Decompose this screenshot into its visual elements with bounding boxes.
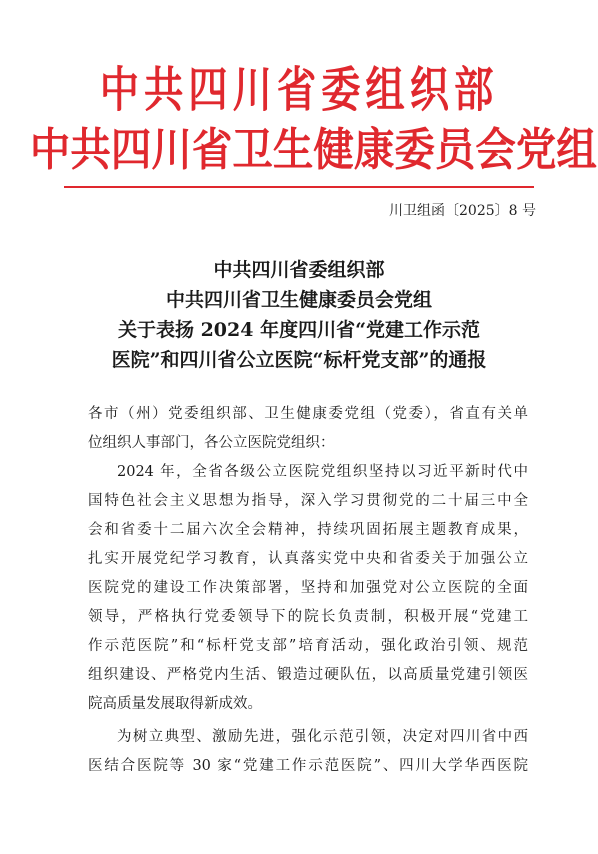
paragraph-line: 领导，严格执行党委领导下的院长负责制，积极开展“党建工 <box>88 609 528 625</box>
paragraph-2 <box>88 723 528 781</box>
paragraph-line: 医院党的建设工作决策部署，坚持和加强党对公立医院的全面 <box>88 580 528 596</box>
document-number: 川卫组函〔2025〕8 号 <box>389 203 536 219</box>
title-line: 中共四川省委组织部 <box>213 259 385 281</box>
title-line: 中共四川省卫生健康委员会党组 <box>165 289 432 311</box>
title-line: 关于表扬 2024 年度四川省“党建工作示范 <box>117 319 481 341</box>
paragraph-line: 医结合医院等 30 家“党建工作示范医院”、四川大学华西医院 <box>88 758 528 774</box>
paragraph-1 <box>88 458 528 719</box>
document-title <box>0 255 598 375</box>
paragraph-line: 国特色社会主义思想为指导，深入学习贯彻党的二十届三中全 <box>88 493 528 509</box>
title-line: 医院”和四川省公立医院“标杆党支部”的通报 <box>111 349 487 371</box>
paragraph-line: 院高质量发展取得新成效。 <box>88 696 262 712</box>
paragraph-line: 作示范医院”和“标杆党支部”培育活动，强化政治引领、规范 <box>88 638 528 654</box>
paragraph-line: 会和省委十二届六次全会精神，持续巩固拓展主题教育成果， <box>88 522 528 538</box>
paragraph-line: 扎实开展党纪学习教育，认真落实党中央和省委关于加强公立 <box>88 551 528 567</box>
salutation-line: 各市（州）党委组织部、卫生健康委党组（党委），省直有关单 <box>88 406 528 422</box>
paragraph-line: 组织建设、严格党内生活、锻造过硬队伍，以高质量党建引领医 <box>88 667 528 683</box>
issuer-name-line-1: 中共四川省委组织部 <box>99 62 499 118</box>
salutation <box>88 400 528 458</box>
issuer-name-line-2: 中共四川省卫生健康委员会党组 <box>29 123 597 176</box>
paragraph-line: 为树立典型、激励先进，强化示范引领，决定对四川省中西 <box>117 729 528 745</box>
red-separator-rule <box>64 186 534 188</box>
paragraph-line: 2024 年，全省各级公立医院党组织坚持以习近平新时代中 <box>117 464 528 480</box>
salutation-line: 位组织人事部门，各公立医院党组织： <box>88 435 335 451</box>
document-body <box>88 400 528 781</box>
